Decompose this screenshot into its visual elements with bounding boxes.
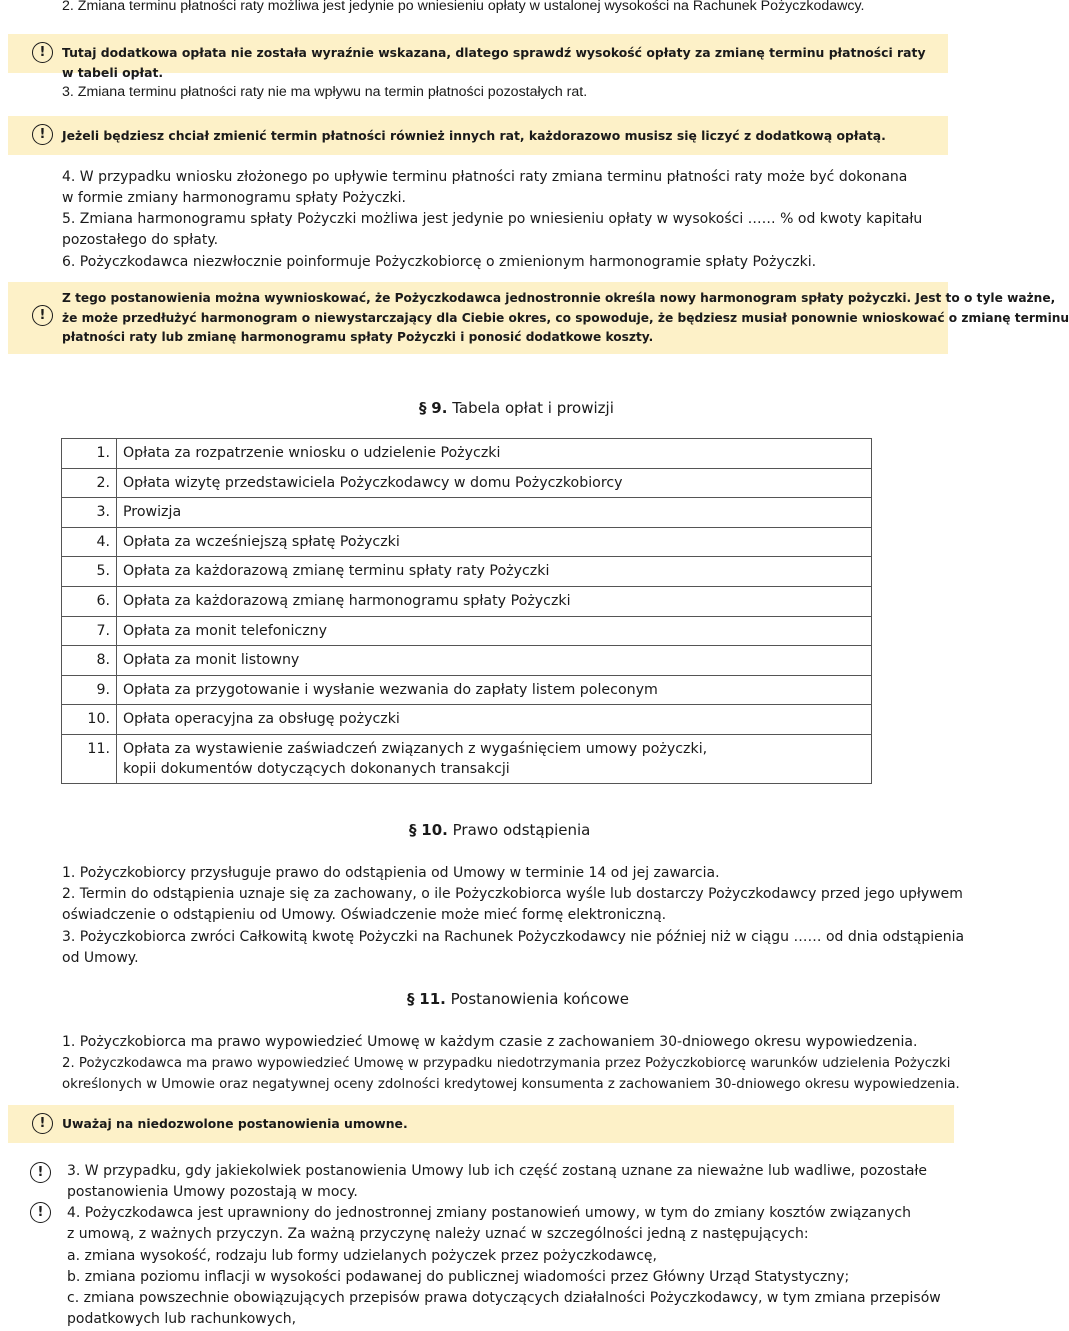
section-11-paragraph-3-line-1: 3. W przypadku, gdy jakiekolwiek postanowienia Umowy lub ich część zostaną uznane za nieważne lub wadliwe, pozostałe	[67, 1163, 928, 1179]
section-10-paragraph-2-line-1: 2. Termin do odstąpienia uznaje się za zachowany, o ile Pożyczkobiorca wyśle lub dostarczy Pożyczkodawcy przed jego upływem	[62, 886, 963, 902]
table-row	[62, 616, 872, 646]
section-11-paragraph-2-line-2: określonych w Umowie oraz negatywnej oceny zdolności kredytowej konsumenta z zachowaniem 30-dniowego okresu wypowiedzenia.	[62, 1077, 960, 1092]
table-row	[62, 498, 872, 528]
section-9-heading: § 9. Tabela opłat i prowizji	[419, 399, 614, 417]
warning-box	[8, 116, 948, 155]
table-row	[62, 705, 872, 735]
section-10-paragraph-1: 1. Pożyczkobiorcy przysługuje prawo do odstąpienia od Umowy w terminie 14 od jej zawarcia.	[62, 865, 720, 881]
row-label: Opłata za przygotowanie i wysłanie wezwania do zapłaty listem poleconym	[117, 675, 872, 705]
section-11-paragraph-2-line-1: 2. Pożyczkodawca ma prawo wypowiedzieć Umowę w przypadku niedotrzymania przez Pożyczkobiorcę warunków udzielenia Pożyczki	[62, 1056, 951, 1071]
row-number: 10.	[62, 705, 117, 735]
warning-text: Tutaj dodatkowa opłata nie została wyraźnie wskazana, dlatego sprawdź wysokość opłaty za zmianę terminu płatności raty w tabeli opłat.	[62, 45, 926, 80]
row-label-line: Opłata za wystawienie zaświadczeń związanych z wygaśnięciem umowy pożyczki,	[123, 740, 708, 757]
row-label: Opłata za monit telefoniczny	[117, 616, 872, 646]
table-row	[62, 734, 872, 783]
row-label: Opłata za wcześniejszą spłatę Pożyczki	[117, 527, 872, 557]
row-number: 1.	[62, 439, 117, 469]
table-row	[62, 675, 872, 705]
table-row	[62, 439, 872, 469]
paragraph-5-line-2: pozostałego do spłaty.	[62, 232, 219, 248]
section-11-item-c-line-1: c. zmiana powszechnie obowiązujących przepisów prawa dotyczących działalności Pożyczkodawcy, w tym zmiana przepisów	[67, 1290, 941, 1306]
warning-icon: !	[32, 124, 53, 145]
row-number: 9.	[62, 675, 117, 705]
row-number: 6.	[62, 586, 117, 616]
section-11-paragraph-4-line-2: z umową, z ważnych przyczyn. Za ważną przyczynę należy uznać w szczególności jedną z następujących:	[67, 1226, 809, 1242]
row-number: 8.	[62, 646, 117, 676]
row-label: Prowizja	[117, 498, 872, 528]
paragraph-4-line-2: w formie zmiany harmonogramu spłaty Pożyczki.	[62, 190, 406, 206]
section-10-paragraph-2-line-2: oświadczenie o odstąpieniu od Umowy. Oświadczenie może mieć formę elektroniczną.	[62, 907, 667, 923]
row-label: Opłata za każdorazową zmianę harmonogramu spłaty Pożyczki	[117, 586, 872, 616]
warning-text: Z tego postanowienia można wywnioskować, że Pożyczkodawca jednostronnie określa nowy harmonogram spłaty pożyczki. Jest to o tyle ważne, że może przedłużyć harmonogram o niewystarczający dla Ciebie okres, co spowoduje, że będziesz musiał ponownie wnioskować o zmianę terminu płatności raty lub zmianę harmonogramu spłaty Pożyczki i ponosić dodatkowe koszty.	[62, 291, 1069, 344]
fees-table	[61, 438, 872, 784]
row-number: 4.	[62, 527, 117, 557]
warning-icon: !	[32, 305, 53, 326]
table-row	[62, 468, 872, 498]
section-11-paragraph-4-line-1: 4. Pożyczkodawca jest uprawniony do jednostronnej zmiany postanowień umowy, w tym do zmiany kosztów związanych	[67, 1205, 911, 1221]
warning-text: Jeżeli będziesz chciał zmienić termin płatności również innych rat, każdorazowo musisz się liczyć z dodatkową opłatą.	[62, 128, 886, 143]
section-11-item-b: b. zmiana poziomu inflacji w wysokości podawanej do publicznej wiadomości przez Główny Urząd Statystyczny;	[67, 1269, 850, 1285]
row-label: Opłata za monit listowny	[117, 646, 872, 676]
section-11-paragraph-1: 1. Pożyczkobiorca ma prawo wypowiedzieć Umowę w każdym czasie z zachowaniem 30-dniowego okresu wypowiedzenia.	[62, 1034, 918, 1050]
paragraph-6: 6. Pożyczkodawca niezwłocznie poinformuje Pożyczkobiorcę o zmienionym harmonogramie spłaty Pożyczki.	[62, 254, 817, 270]
row-number: 3.	[62, 498, 117, 528]
row-number: 2.	[62, 468, 117, 498]
paragraph-3: 3. Zmiana terminu płatności raty nie ma wpływu na termin płatności pozostałych rat.	[62, 84, 588, 100]
row-number: 11.	[62, 734, 117, 783]
section-11-heading: § 11. Postanowienia końcowe	[407, 990, 629, 1008]
paragraph-4-line-1: 4. W przypadku wniosku złożonego po upływie terminu płatności raty zmiana terminu płatności raty może być dokonana	[62, 169, 908, 185]
paragraph-2: 2. Zmiana terminu płatności raty możliwa jest jedynie po wniesieniu opłaty w ustalonej wysokości na Rachunek Pożyczkodawcy.	[62, 0, 865, 14]
warning-icon: !	[30, 1162, 51, 1183]
row-label-line: kopii dokumentów dotyczących dokonanych transakcji	[123, 760, 510, 777]
warning-icon: !	[32, 42, 53, 63]
paragraph-5-line-1: 5. Zmiana harmonogramu spłaty Pożyczki możliwa jest jedynie po wniesieniu opłaty w wysokości …… % od kwoty kapitału	[62, 211, 923, 227]
warning-icon: !	[30, 1202, 51, 1223]
warning-box	[8, 34, 948, 80]
section-10-paragraph-3-line-1: 3. Pożyczkobiorca zwróci Całkowitą kwotę Pożyczki na Rachunek Pożyczkodawcy nie później niż w ciągu …… od dnia odstąpienia	[62, 929, 965, 945]
row-label: Opłata wizytę przedstawiciela Pożyczkodawcy w domu Pożyczkobiorcy	[117, 468, 872, 498]
table-row	[62, 586, 872, 616]
row-label: Opłata za rozpatrzenie wniosku o udzielenie Pożyczki	[117, 439, 872, 469]
warning-text: Uważaj na niedozwolone postanowienia umowne.	[62, 1116, 408, 1131]
row-label: Opłata operacyjna za obsługę pożyczki	[117, 705, 872, 735]
section-11-item-c-line-2: podatkowych lub rachunkowych,	[67, 1311, 297, 1327]
table-row	[62, 527, 872, 557]
section-10-heading: § 10. Prawo odstąpienia	[409, 821, 591, 839]
table-row	[62, 646, 872, 676]
section-10-paragraph-3-line-2: od Umowy.	[62, 950, 139, 966]
section-11-paragraph-3-line-2: postanowienia Umowy pozostają w mocy.	[67, 1184, 358, 1200]
row-number: 7.	[62, 616, 117, 646]
warning-box	[8, 1105, 954, 1143]
warning-box	[8, 282, 1069, 354]
row-label	[117, 734, 872, 783]
section-11-item-a: a. zmiana wysokość, rodzaju lub formy udzielanych pożyczek przez pożyczkodawcę,	[67, 1248, 657, 1264]
row-label: Opłata za każdorazową zmianę terminu spłaty raty Pożyczki	[117, 557, 872, 587]
warning-icon: !	[32, 1113, 53, 1134]
row-number: 5.	[62, 557, 117, 587]
table-row	[62, 557, 872, 587]
